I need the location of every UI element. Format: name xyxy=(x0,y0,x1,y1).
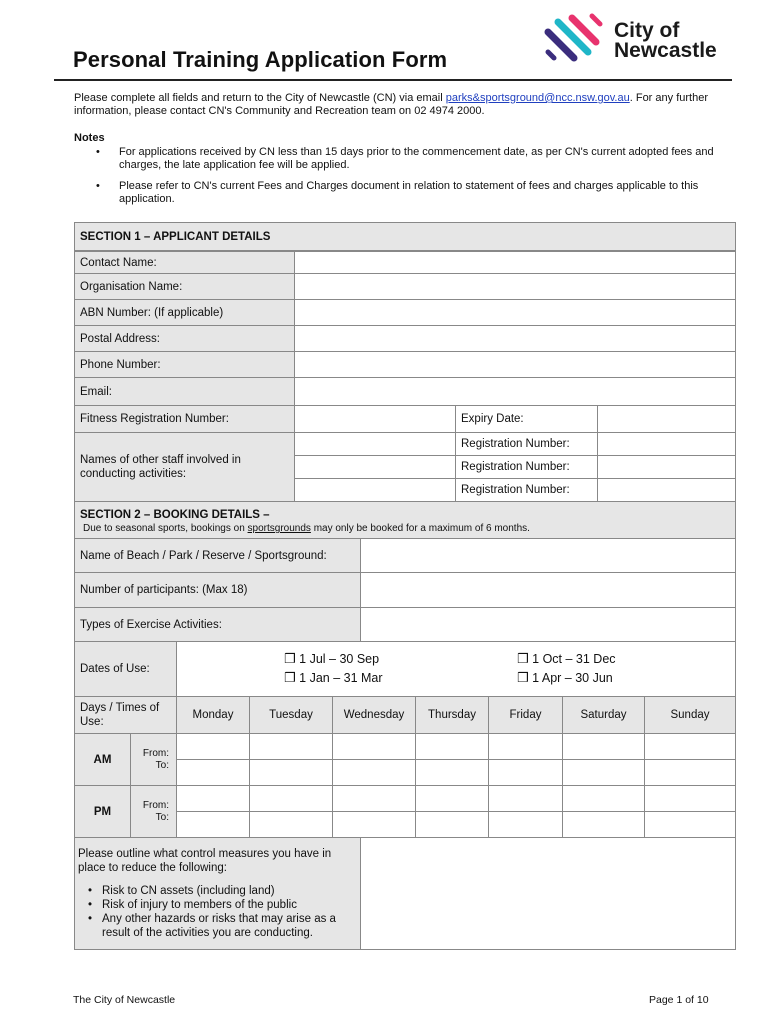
activities-field[interactable] xyxy=(360,607,736,642)
pm-to-sunday[interactable] xyxy=(644,811,736,838)
control-measures-label: Please outline what control measures you have in place to reduce the following: • Risk to CN assets (including land) • Risk of injury to members of the public • Any other hazards or risks that may arise as a result of the activities you are conducting. xyxy=(74,837,361,950)
checkbox-icon: ❒ xyxy=(517,670,529,685)
registration-number-field[interactable] xyxy=(597,478,736,502)
email-link[interactable]: parks&sportsground@ncc.nsw.gov.au xyxy=(445,92,630,104)
pm-from-saturday[interactable] xyxy=(562,785,645,812)
staff-name-field[interactable] xyxy=(294,455,456,479)
participants-field[interactable] xyxy=(360,572,736,608)
location-label: Name of Beach / Park / Reserve / Sportsground: xyxy=(74,538,361,573)
expiry-date-field[interactable] xyxy=(597,405,736,433)
am-to-tuesday[interactable] xyxy=(249,759,333,786)
am-to-friday[interactable] xyxy=(488,759,563,786)
pm-to-monday[interactable] xyxy=(176,811,250,838)
participants-label: Number of participants: (Max 18) xyxy=(74,572,361,608)
contact-name-field[interactable] xyxy=(294,251,736,274)
abn-number-field[interactable] xyxy=(294,299,736,326)
date-option-oct-dec[interactable]: ❒ 1 Oct – 31 Dec xyxy=(517,651,616,666)
postal-address-field[interactable] xyxy=(294,325,736,352)
phone-number-label: Phone Number: xyxy=(74,351,295,378)
dates-options-area xyxy=(176,641,736,697)
organisation-name-field[interactable] xyxy=(294,273,736,300)
day-header-wednesday: Wednesday xyxy=(332,696,416,734)
am-to-wednesday[interactable] xyxy=(332,759,416,786)
staff-names-label: Names of other staff involved in conducting activities: xyxy=(74,432,295,502)
day-header-friday: Friday xyxy=(488,696,563,734)
day-header-monday: Monday xyxy=(176,696,250,734)
expiry-date-label: Expiry Date: xyxy=(455,405,598,433)
checkbox-icon: ❒ xyxy=(284,651,296,666)
registration-number-label: Registration Number: xyxy=(455,478,598,502)
am-from-thursday[interactable] xyxy=(415,733,489,760)
phone-number-field[interactable] xyxy=(294,351,736,378)
pm-to-saturday[interactable] xyxy=(562,811,645,838)
postal-address-label: Postal Address: xyxy=(74,325,295,352)
intro-paragraph: Please complete all fields and return to the City of Newcastle (CN) via email parks&sportsground@ncc.nsw.gov.au. For any further information, please contact CN's Community and Recreation team on 02 4974 2000. xyxy=(74,92,708,117)
date-option-jul-sep[interactable]: ❒ 1 Jul – 30 Sep xyxy=(284,651,380,666)
pm-label: PM xyxy=(74,785,131,838)
pm-from-tuesday[interactable] xyxy=(249,785,333,812)
page-number: Page 1 of 10 xyxy=(649,994,709,1006)
pm-to-thursday[interactable] xyxy=(415,811,489,838)
day-header-thursday: Thursday xyxy=(415,696,489,734)
am-from-tuesday[interactable] xyxy=(249,733,333,760)
bullet-icon: • xyxy=(96,146,100,158)
registration-number-field[interactable] xyxy=(597,455,736,479)
am-to-saturday[interactable] xyxy=(562,759,645,786)
bullet-icon: • xyxy=(87,885,93,897)
logo-wordmark: City of Newcastle xyxy=(614,19,717,62)
contact-name-label: Contact Name: xyxy=(74,251,295,274)
abn-number-label: ABN Number: (If applicable) xyxy=(74,299,295,326)
staff-name-field[interactable] xyxy=(294,432,456,456)
date-option-jan-mar[interactable]: ❒ 1 Jan – 31 Mar xyxy=(284,670,383,685)
am-to-sunday[interactable] xyxy=(644,759,736,786)
am-from-wednesday[interactable] xyxy=(332,733,416,760)
am-from-to-label: From: To: xyxy=(130,733,177,786)
bullet-icon: • xyxy=(87,913,93,925)
day-header-saturday: Saturday xyxy=(562,696,645,734)
day-header-sunday: Sunday xyxy=(644,696,736,734)
fitness-registration-label: Fitness Registration Number: xyxy=(74,405,295,433)
location-field[interactable] xyxy=(360,538,736,573)
pm-to-wednesday[interactable] xyxy=(332,811,416,838)
am-to-monday[interactable] xyxy=(176,759,250,786)
pm-to-friday[interactable] xyxy=(488,811,563,838)
fitness-registration-field[interactable] xyxy=(294,405,456,433)
title-divider xyxy=(54,79,732,81)
staff-name-field[interactable] xyxy=(294,478,456,502)
checkbox-icon: ❒ xyxy=(284,670,296,685)
dates-of-use-label: Dates of Use: xyxy=(74,641,177,697)
footer-organisation: The City of Newcastle xyxy=(73,994,176,1006)
section1-heading: SECTION 1 – APPLICANT DETAILS xyxy=(74,222,736,251)
am-to-thursday[interactable] xyxy=(415,759,489,786)
pm-to-tuesday[interactable] xyxy=(249,811,333,838)
am-from-monday[interactable] xyxy=(176,733,250,760)
bullet-icon: • xyxy=(87,899,93,911)
registration-number-field[interactable] xyxy=(597,432,736,456)
pm-from-sunday[interactable] xyxy=(644,785,736,812)
pm-from-to-label: From: To: xyxy=(130,785,177,838)
am-label: AM xyxy=(74,733,131,786)
email-field[interactable] xyxy=(294,377,736,406)
registration-number-label: Registration Number: xyxy=(455,432,598,456)
email-label: Email: xyxy=(74,377,295,406)
day-header-tuesday: Tuesday xyxy=(249,696,333,734)
date-option-apr-jun[interactable]: ❒ 1 Apr – 30 Jun xyxy=(517,670,613,685)
organisation-name-label: Organisation Name: xyxy=(74,273,295,300)
activities-label: Types of Exercise Activities: xyxy=(74,607,361,642)
days-times-label: Days / Times of Use: xyxy=(74,696,177,734)
am-from-sunday[interactable] xyxy=(644,733,736,760)
note-item: For applications received by CN less than 15 days prior to the commencement date, as per CN's current adopted fees and charges, the late application fee will be applied. xyxy=(119,146,714,171)
pm-from-thursday[interactable] xyxy=(415,785,489,812)
control-measures-field[interactable] xyxy=(360,837,736,950)
section2-heading: SECTION 2 – BOOKING DETAILS – Due to seasonal sports, bookings on sportsgrounds may only be booked for a maximum of 6 months. xyxy=(74,501,736,539)
city-of-newcastle-logo-icon xyxy=(544,12,608,62)
pm-from-monday[interactable] xyxy=(176,785,250,812)
pm-from-friday[interactable] xyxy=(488,785,563,812)
pm-from-wednesday[interactable] xyxy=(332,785,416,812)
am-from-saturday[interactable] xyxy=(562,733,645,760)
bullet-icon: • xyxy=(96,180,100,192)
registration-number-label: Registration Number: xyxy=(455,455,598,479)
notes-heading: Notes xyxy=(74,132,105,144)
page-title: Personal Training Application Form xyxy=(73,47,448,72)
checkbox-icon: ❒ xyxy=(517,651,529,666)
am-from-friday[interactable] xyxy=(488,733,563,760)
note-item: Please refer to CN's current Fees and Charges document in relation to statement of fees and charges applicable to this application. xyxy=(119,180,699,205)
